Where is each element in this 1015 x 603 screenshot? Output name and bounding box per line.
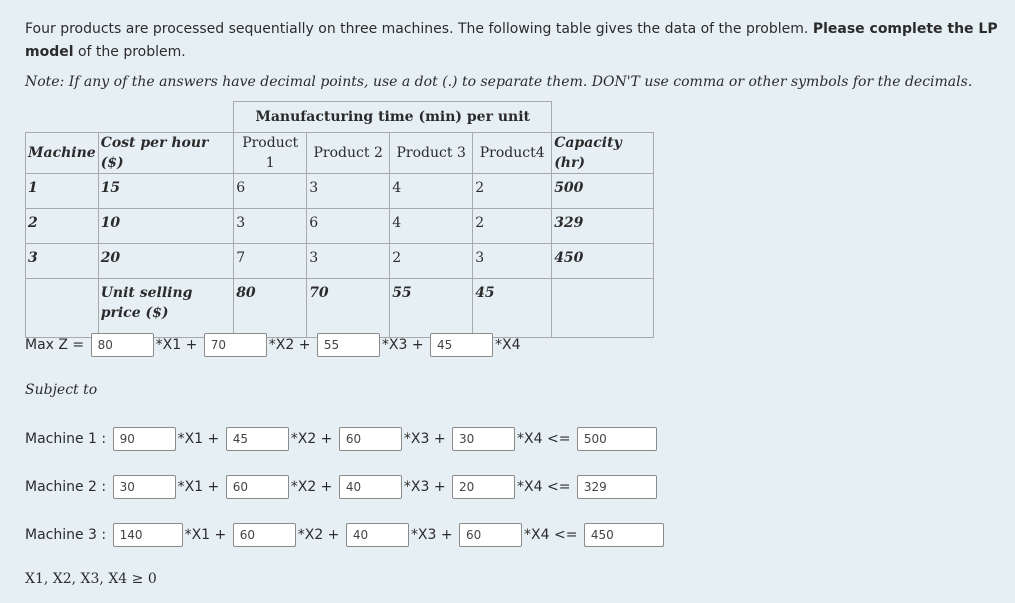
var-label: *X1 + [184, 527, 227, 543]
constraint-2-coef-1[interactable] [113, 475, 176, 499]
header-capacity: Capacity (hr) [552, 133, 654, 174]
cell: 3 [307, 174, 390, 209]
cell: 500 [552, 174, 654, 209]
constraint-label: Machine 3 : [25, 527, 107, 543]
cell: 450 [552, 244, 654, 279]
cell: 7 [234, 244, 307, 279]
var-label: *X4 [495, 337, 521, 353]
table-row [26, 244, 654, 279]
constraint-1-coef-4[interactable] [452, 427, 515, 451]
non-negativity: X1, X2, X3, X4 ≥ 0 [25, 571, 157, 587]
cell: 70 [307, 279, 390, 338]
constraint-row-2 [25, 475, 659, 499]
var-label: *X2 + [290, 431, 333, 447]
cell: 2 [26, 209, 99, 244]
header-machine: Machine [26, 133, 99, 174]
cell: 45 [473, 279, 552, 338]
var-label: *X1 + [177, 431, 220, 447]
price-label: Unit selling price ($) [98, 279, 234, 338]
var-label: *X4 <= [524, 527, 578, 543]
constraint-3-coef-2[interactable] [233, 523, 296, 547]
cell: 4 [390, 209, 473, 244]
decimal-note: Note: If any of the answers have decimal points, use a dot (.) to separate them. DON'T use comma or other symbols for the decimals. [25, 74, 973, 90]
objective-coef-2[interactable] [204, 333, 267, 357]
problem-data-table [25, 101, 654, 338]
cell: 6 [307, 209, 390, 244]
constraint-1-rhs[interactable] [577, 427, 657, 451]
var-label: *X3 + [381, 337, 424, 353]
intro-bold-2: model [25, 44, 74, 60]
var-label: *X3 + [403, 479, 446, 495]
header-product-1: Product 1 [234, 133, 307, 174]
intro-text: Four products are processed sequentially on three machines. The following table gives the data of the problem. [25, 21, 813, 37]
cell: 20 [98, 244, 234, 279]
cell: 2 [390, 244, 473, 279]
cell: 2 [473, 174, 552, 209]
objective-row [25, 333, 521, 357]
var-label: *X3 + [403, 431, 446, 447]
cell: 3 [473, 244, 552, 279]
intro-line-1 [25, 18, 998, 40]
var-label: *X4 <= [517, 479, 571, 495]
constraint-1-coef-1[interactable] [113, 427, 176, 451]
header-product-4: Product4 [473, 133, 552, 174]
header-cost: Cost per hour ($) [98, 133, 234, 174]
objective-coef-4[interactable] [430, 333, 493, 357]
cell: 6 [234, 174, 307, 209]
table-row [26, 174, 654, 209]
header-product-2: Product 2 [307, 133, 390, 174]
intro-text-end: of the problem. [73, 44, 186, 60]
var-label: *X3 + [410, 527, 453, 543]
constraint-2-coef-4[interactable] [452, 475, 515, 499]
objective-coef-3[interactable] [317, 333, 380, 357]
constraint-label: Machine 2 : [25, 479, 107, 495]
constraint-label: Machine 1 : [25, 431, 107, 447]
constraint-2-coef-2[interactable] [226, 475, 289, 499]
constraint-3-coef-4[interactable] [459, 523, 522, 547]
cell: 4 [390, 174, 473, 209]
constraint-row-3 [25, 523, 666, 547]
intro-bold-1: Please complete the LP [812, 21, 998, 37]
subject-to-label: Subject to [25, 382, 98, 398]
constraint-3-rhs[interactable] [584, 523, 664, 547]
constraint-row-1 [25, 427, 659, 451]
constraint-3-coef-3[interactable] [346, 523, 409, 547]
objective-coef-1[interactable] [91, 333, 154, 357]
cell: 80 [234, 279, 307, 338]
group-header: Manufacturing time (min) per unit [234, 102, 552, 133]
table-row [26, 209, 654, 244]
cell: 1 [26, 174, 99, 209]
constraint-1-coef-3[interactable] [339, 427, 402, 451]
constraint-2-coef-3[interactable] [339, 475, 402, 499]
table-row [26, 279, 654, 338]
cell: 2 [473, 209, 552, 244]
constraint-3-coef-1[interactable] [113, 523, 183, 547]
var-label: *X1 + [155, 337, 198, 353]
var-label: *X1 + [177, 479, 220, 495]
cell: 329 [552, 209, 654, 244]
cell: 15 [98, 174, 234, 209]
header-product-3: Product 3 [390, 133, 473, 174]
cell: 10 [98, 209, 234, 244]
var-label: *X2 + [297, 527, 340, 543]
cell: 3 [307, 244, 390, 279]
objective-label: Max Z = [25, 337, 85, 353]
intro-line-2 [25, 41, 186, 63]
var-label: *X2 + [268, 337, 311, 353]
cell: 3 [26, 244, 99, 279]
cell: 55 [390, 279, 473, 338]
var-label: *X4 <= [517, 431, 571, 447]
var-label: *X2 + [290, 479, 333, 495]
constraint-2-rhs[interactable] [577, 475, 657, 499]
constraint-1-coef-2[interactable] [226, 427, 289, 451]
cell: 3 [234, 209, 307, 244]
